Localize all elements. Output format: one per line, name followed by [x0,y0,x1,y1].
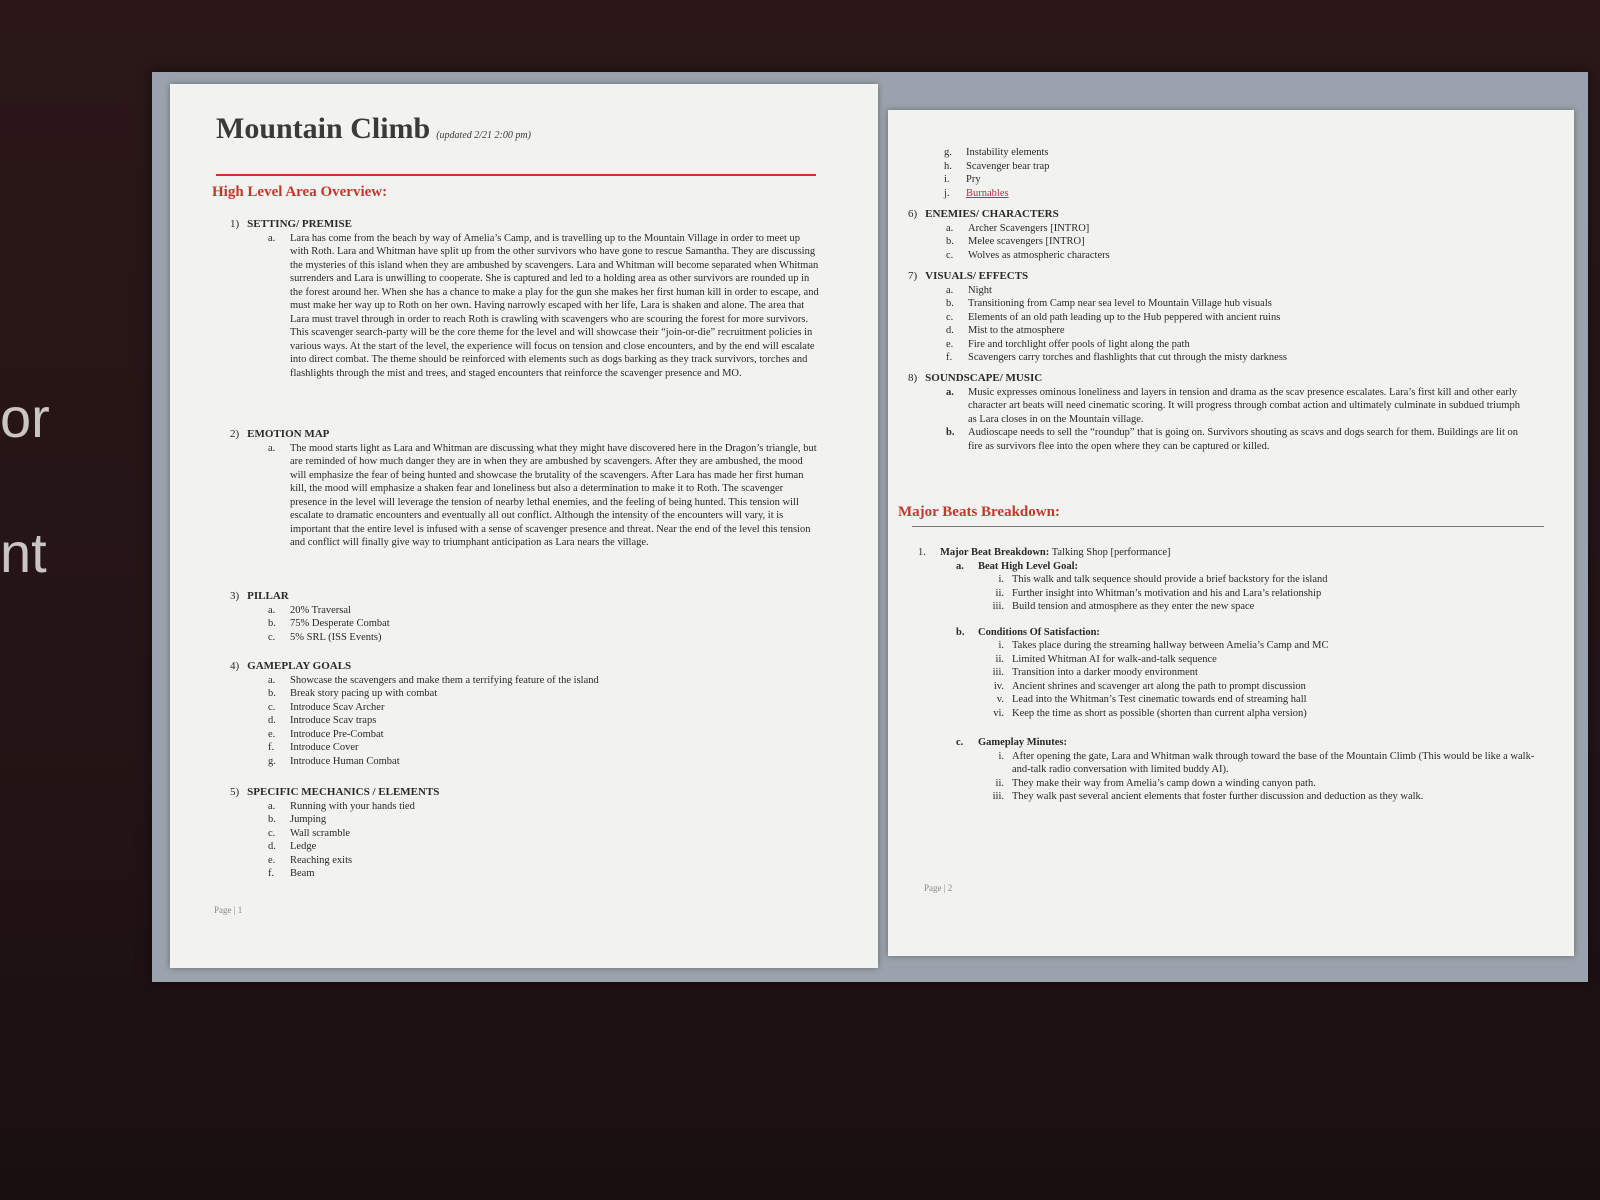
enemies-heading: 6) ENEMIES/ CHARACTERS [908,208,1059,220]
list-item: j. Burnables [944,187,1009,199]
pillar-section [230,590,820,644]
list-item: f. Introduce Cover [268,742,359,753]
title-divider [216,174,816,176]
document-page-2 [888,110,1574,956]
list-item: b. Transitioning from Camp near sea level to Mountain Village hub visuals [946,298,1272,309]
list-item: d. Introduce Scav traps [268,715,377,726]
list-item: c. Introduce Scav Archer [268,701,385,713]
mechanics-section [230,786,820,881]
beat-section [918,546,1538,804]
list-item: i. Pry [944,174,981,185]
list-item: e. Reaching exits [268,854,353,866]
list-item: v. Lead into the Whitman’s Test cinematic towards end of streaming hall [996,694,1307,705]
list-item: iv. Ancient shrines and scavenger art along the path to prompt discussion [993,680,1306,692]
visuals-heading: 7) VISUALS/ EFFECTS [908,270,1029,282]
list-item: c. 5% SRL (ISS Events) [268,631,382,643]
setting-heading: 1) SETTING/ PREMISE [230,218,353,230]
list-item: h. Scavenger bear trap [944,160,1050,172]
list-item: iii. Build tension and atmosphere as they enter the new space [992,601,1255,612]
list-item: d. Ledge [268,841,317,852]
beats-divider [912,526,1544,527]
list-item: c. Wolves as atmospheric characters [946,249,1110,261]
page-number: Page | 2 [924,883,953,893]
title-text: Mountain Climb [216,112,431,145]
soundscape-section [908,372,1528,453]
emotion-section [230,428,820,550]
visuals-section [908,270,1528,365]
emotion-paragraph: a. The mood starts light as Lara and Whitman are discussing what they might have discovered here in the Dragon’s triangle, but are reminded of how much danger they are in when they are ambushed by scavengers. After they are ambushed, the mood will emphasize the fear of being hunted and showcase the brutality of the scavengers. After Lara has made her first human kill, the mood will emphasize a shaken fear and loneliness but also a determination to make it to Roth. The scavenger presence in the level will leverage the tension of nearby lethal enemies, and the feeling of being hunted. This tension will escalate to dramatic encounters and eventually all out conflict. Although the intensity of the encounters will vary, it is important that the entire level is infused with a sense of scavenger presence and threat. Near the end of the level this tension and conflict will finally give way to triumphant anticipation as Lara nears the village. [268,442,817,548]
list-item: i. After opening the gate, Lara and Whitman walk through toward the base of the Mountain Climb (This would be like a walk-and-talk radio conversation with limited buddy AI). [998,750,1535,775]
emotion-heading: 2) EMOTION MAP [230,428,330,440]
overview-heading: High Level Area Overview: [212,184,388,200]
list-item: f. Scavengers carry torches and flashlights that cut through the misty darkness [946,352,1287,363]
beat-title: 1. Major Beat Breakdown: Talking Shop [performance] [918,547,1171,558]
list-item: c. Wall scramble [268,827,351,839]
goals-section [230,660,820,768]
document-page-1 [170,84,878,968]
list-item: f. Beam [268,868,315,879]
pillar-heading: 3) PILLAR [230,590,289,602]
enemies-section [908,208,1528,262]
list-item: b. Audioscape needs to sell the “roundup” that is going on. Survivors shouting as scavs and dogs search for them. Buildings are lit on fire as survivors flee into the open where they can be captured or killed. [946,427,1518,452]
list-item: ii. Further insight into Whitman’s motivation and his and Lara’s relationship [995,587,1322,599]
list-item: a. 20% Traversal [268,604,351,616]
slide-text-fragment: or [0,386,50,449]
list-item: iii. They walk past several ancient elements that foster further discussion and deduction as they walk. [992,791,1424,802]
list-item: c. Elements of an old path leading up to the Hub peppered with ancient ruins [946,311,1281,323]
list-item: a. Archer Scavengers [INTRO] [946,222,1090,234]
list-item: i. This walk and talk sequence should provide a brief backstory for the island [998,574,1328,585]
list-item: ii. Limited Whitman AI for walk-and-talk sequence [995,653,1217,665]
list-item: a. Music expresses ominous loneliness and layers in tension and drama as the scav presence escalates. Lara’s first kill and other early character art beats will need cinematic scoring. It will progress through combat action and ultimately culminate in subdued triumph as Lara closes in on the Mountain village. [946,386,1520,425]
mechanics-continued [944,146,1504,200]
updated-note: (updated 2/21 2:00 pm) [436,130,531,141]
list-item: iii. Transition into a darker moody environment [992,667,1198,678]
list-item: i. Takes place during the streaming hallway between Amelia’s Camp and MC [998,640,1329,651]
mechanics-heading: 5) SPECIFIC MECHANICS / ELEMENTS [230,786,440,798]
list-item: d. Mist to the atmosphere [946,325,1065,336]
list-item: ii. They make their way from Amelia’s camp down a winding canyon path. [995,777,1316,789]
list-item: vi. Keep the time as short as possible (shorten than current alpha version) [993,707,1307,719]
list-item: a. Running with your hands tied [268,800,415,812]
page-number: Page | 1 [214,905,243,915]
list-item: b. Break story pacing up with combat [268,688,438,699]
setting-paragraph: a. Lara has come from the beach by way of Amelia’s Camp, and is travelling up to the Mountain Village in order to meet up with Roth. Lara and Whitman have split up from the other survivors who have gone to rescue Samantha. They are discussing the mysteries of this island when they are ambushed by scavengers. Lara and Whitman will become separated when Whitman surrenders and Lara is unwilling to cooperate. She is captured and led to a holding area as other survivors are rounded up in the forest around her. When she has a chance to make a play for the gun she makes her first human kill in order to escape, and must make her way up to Roth on her own. Having narrowly escaped with her life, Lara is shaken and alone. The area that Lara must travel through in order to reach Roth is crawling with scavengers who are scouring the forest for more survivors. This scavenger search-party will be the core theme for the level and will showcase their “join-or-die” recruitment policies in various ways. At the start of the level, the experience will focus on tension and close encounters, and by the end will escalate into direct combat. The theme should be reinforced with elements such as dogs barking as they track survivors, torches and flashlights through the mist and trees, and staged encounters that reinforce the scavenger presence and MO. [268,232,819,379]
beats-heading: Major Beats Breakdown: [898,504,1060,520]
list-item: b. 75% Desperate Combat [268,618,390,629]
list-item: e. Introduce Pre-Combat [268,728,384,740]
setting-section [230,218,820,380]
list-item: g. Instability elements [944,147,1049,158]
soundscape-heading: 8) SOUNDSCAPE/ MUSIC [908,372,1043,384]
slide-text-fragment: nt [0,521,47,584]
minutes-heading: c. Gameplay Minutes: [956,737,1067,748]
list-item: a. Showcase the scavengers and make them a terrifying feature of the island [268,674,599,686]
list-item: a. Night [946,284,992,296]
document-title [216,112,531,145]
conditions-heading: b. Conditions Of Satisfaction: [956,626,1100,638]
list-item: b. Jumping [268,814,327,825]
list-item: g. Introduce Human Combat [268,755,400,767]
list-item: e. Fire and torchlight offer pools of light along the path [946,338,1190,350]
goals-heading: 4) GAMEPLAY GOALS [230,660,352,672]
beat-goal-heading: a. Beat High Level Goal: [956,560,1079,572]
list-item: b. Melee scavengers [INTRO] [946,236,1085,247]
